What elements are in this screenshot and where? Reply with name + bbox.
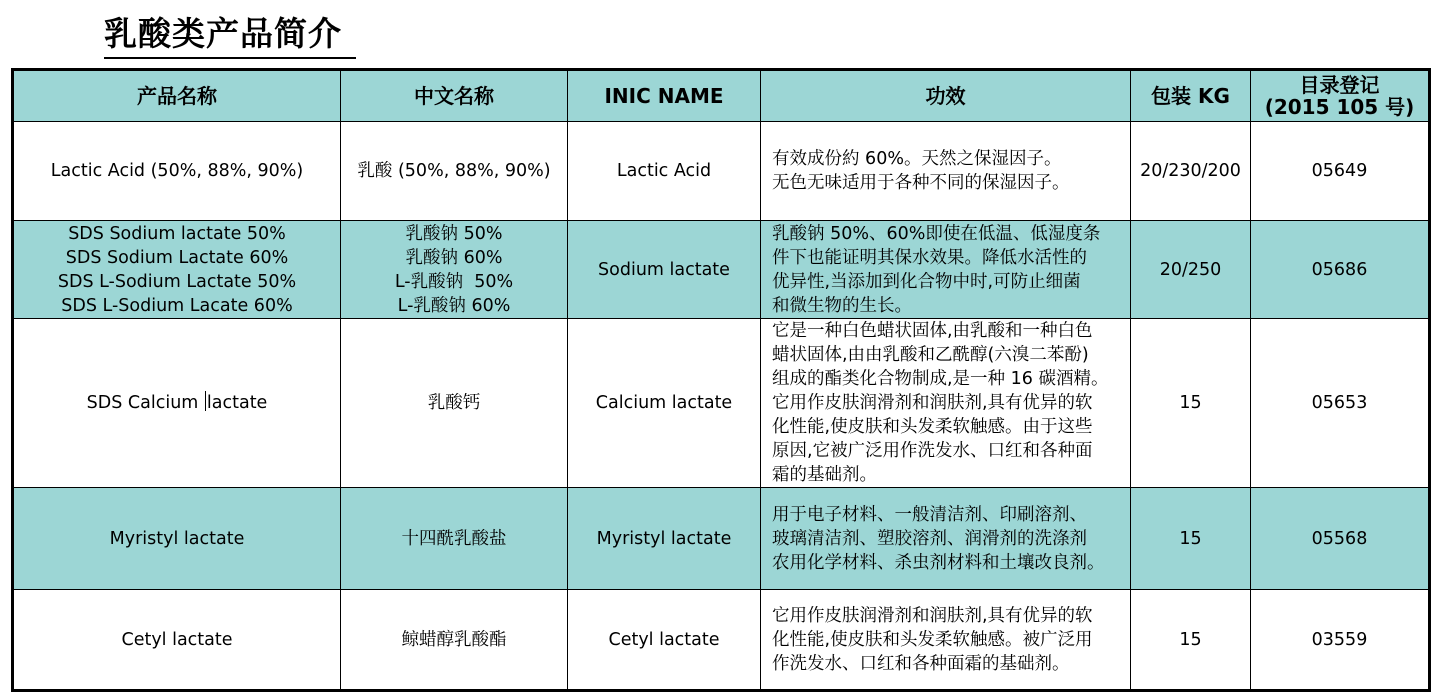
- effect-line: 有效成份約 60%。天然之保湿因子。: [772, 149, 1062, 169]
- package-cell: 15: [1131, 590, 1251, 691]
- product-name-cell: [13, 319, 341, 488]
- product-name-cell: [13, 590, 341, 691]
- effect-line: 它用作皮肤润滑剂和润肤剂,具有优异的软: [772, 393, 1093, 413]
- effect-line: 它用作皮肤润滑剂和润肤剂,具有优异的软: [772, 605, 1093, 626]
- header-product-name: 产品名称: [13, 70, 341, 122]
- effect-line: 它是一种白色蜡状固体,由乳酸和一种白色: [772, 321, 1093, 341]
- catalog-cell: 05568: [1251, 488, 1430, 590]
- header-row: [13, 70, 1430, 122]
- product-name: Lactic Acid (50%, 88%, 90%): [50, 161, 304, 181]
- effect-cell: [761, 488, 1131, 590]
- product-name: SDS Sodium Lactate 60%: [65, 247, 289, 268]
- chinese-name: 乳酸钠 60%: [405, 247, 503, 268]
- package-cell: 15: [1131, 488, 1251, 590]
- catalog-cell: 05686: [1251, 221, 1430, 319]
- effect-line: 无色无味适用于各种不同的保湿因子。: [772, 173, 1070, 193]
- header-catalog-line1: 目录登记: [1299, 73, 1380, 97]
- effect-line: 化性能,使皮肤和头发柔软触感。由于这些: [772, 417, 1093, 437]
- package-cell: 20/230/200: [1131, 122, 1251, 221]
- chinese-name-cell: [341, 488, 568, 590]
- effect-cell: [761, 319, 1131, 488]
- chinese-name: L-乳酸钠 60%: [397, 295, 511, 316]
- table-row: [13, 319, 1430, 488]
- effect-line: 作洗发水、口红和各种面霜的基础剂。: [772, 653, 1070, 674]
- table-row: [13, 590, 1430, 691]
- chinese-name-cell: [341, 122, 568, 221]
- chinese-name: 鲸蜡醇乳酸酯: [401, 629, 507, 650]
- chinese-name-cell: [341, 319, 568, 488]
- inic-name-cell: Calcium lactate: [568, 319, 761, 488]
- table-row: [13, 221, 1430, 319]
- header-package: 包装 KG: [1131, 70, 1251, 122]
- page-title: 乳酸类产品简介: [104, 14, 342, 53]
- chinese-name-cell: [341, 590, 568, 691]
- effect-line: 蜡状固体,由由乳酸和乙酰醇(六溴二苯酚): [772, 345, 1089, 365]
- catalog-cell: 05649: [1251, 122, 1430, 221]
- header-effect: 功效: [761, 70, 1131, 122]
- effect-line: 农用化学材料、杀虫剂材料和土壤改良剂。: [772, 552, 1105, 573]
- effect-cell: [761, 221, 1131, 319]
- title-underline: [104, 57, 356, 59]
- effect-line: 用于电子材料、一般清洁剂、印刷溶剂、: [772, 504, 1087, 525]
- effect-cell: [761, 590, 1131, 691]
- effect-line: 件下也能证明其保水效果。降低水活性的: [772, 247, 1087, 268]
- inic-name-cell: Sodium lactate: [568, 221, 761, 319]
- effect-line: 组成的酯类化合物制成,是一种 16 碳酒精。: [772, 369, 1109, 389]
- product-table: [11, 68, 1431, 692]
- product-name-part: SDS Calcium: [86, 393, 204, 413]
- effect-line: 玻璃清洁剂、塑胶溶剂、润滑剂的洗涤剂: [772, 528, 1087, 549]
- effect-line: 霜的基础剂。: [772, 465, 877, 485]
- effect-line: 和微生物的生长。: [772, 295, 912, 316]
- catalog-cell: 03559: [1251, 590, 1430, 691]
- product-name: SDS L-Sodium Lacate 60%: [61, 295, 293, 316]
- chinese-name: 乳酸钠 50%: [405, 223, 503, 244]
- product-name-cell: [13, 488, 341, 590]
- chinese-name: 乳酸钙: [427, 393, 481, 413]
- catalog-cell: 05653: [1251, 319, 1430, 488]
- package-cell: 15: [1131, 319, 1251, 488]
- chinese-name: 十四酰乳酸盐: [401, 528, 507, 549]
- chinese-name-cell: [341, 221, 568, 319]
- package-cell: 20/250: [1131, 221, 1251, 319]
- product-name: Cetyl lactate: [121, 629, 233, 650]
- text-cursor: [205, 391, 206, 411]
- table-row: [13, 488, 1430, 590]
- header-inic-name: INIC NAME: [568, 70, 761, 122]
- header-catalog: [1251, 70, 1430, 122]
- effect-line: 乳酸钠 50%、60%即使在低温、低湿度条: [772, 223, 1101, 244]
- product-name-cell: [13, 221, 341, 319]
- header-catalog-line2: (2015 105 号): [1264, 95, 1415, 119]
- product-name: SDS Sodium lactate 50%: [68, 223, 286, 244]
- product-name-part: lactate: [206, 393, 268, 413]
- effect-line: 原因,它被广泛用作洗发水、口红和各种面: [772, 441, 1093, 461]
- chinese-name: L-乳酸钠 50%: [394, 271, 514, 292]
- header-chinese-name: 中文名称: [341, 70, 568, 122]
- effect-cell: [761, 122, 1131, 221]
- effect-line: 化性能,使皮肤和头发柔软触感。被广泛用: [772, 629, 1093, 650]
- table-row: [13, 122, 1430, 221]
- chinese-name: 乳酸 (50%, 88%, 90%): [357, 161, 551, 181]
- inic-name-cell: Cetyl lactate: [568, 590, 761, 691]
- effect-line: 优异性,当添加到化合物中时,可防止细菌: [772, 271, 1081, 292]
- product-name: Myristyl lactate: [109, 528, 245, 549]
- inic-name-cell: Lactic Acid: [568, 122, 761, 221]
- inic-name-cell: Myristyl lactate: [568, 488, 761, 590]
- product-name-cell: [13, 122, 341, 221]
- product-name: SDS L-Sodium Lactate 50%: [57, 271, 297, 292]
